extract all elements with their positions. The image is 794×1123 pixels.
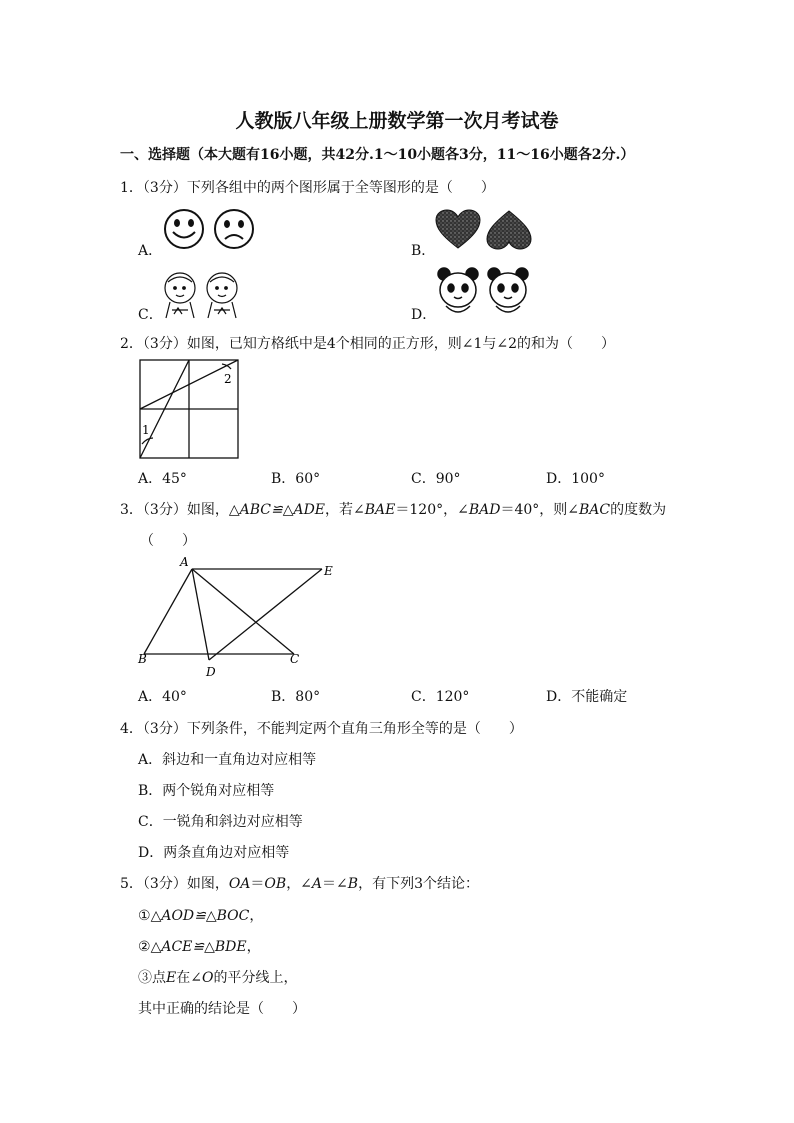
- cartoon-child-right-icon: [207, 273, 237, 318]
- panda-left-icon: [438, 268, 478, 312]
- q2-option-b: B．60°: [271, 471, 321, 487]
- question-1-stem: 1．（3分）下列各组中的两个图形属于全等图形的是（ ）: [120, 180, 495, 196]
- q4-option-b: B．两个锐角对应相等: [138, 783, 275, 799]
- q3-point-D: D: [206, 665, 216, 679]
- page-title: 人教版八年级上册数学第一次月考试卷: [235, 110, 559, 132]
- q1-option-b-figure: [434, 208, 534, 252]
- q1-option-a-figure: [162, 206, 258, 252]
- frowning-face-icon: [215, 210, 253, 248]
- inverted-heart-icon: [487, 211, 531, 249]
- q5-question-ask: 其中正确的结论是（ ）: [138, 1001, 306, 1017]
- q2-angle-2-label: 2: [224, 372, 232, 386]
- q3-option-c: C．120°: [411, 689, 470, 705]
- q3-point-A: A: [180, 555, 189, 569]
- q5-conclusion-1: ①△AOD≌△BOC，: [138, 908, 264, 924]
- q3-option-b: B．80°: [271, 689, 321, 705]
- question-4-stem: 4．（3分）下列条件，不能判定两个直角三角形全等的是（ ）: [120, 721, 523, 737]
- q3-option-a: A．40°: [138, 689, 187, 705]
- q3-option-d: D．不能确定: [546, 689, 628, 705]
- q3-point-B: B: [138, 652, 147, 666]
- q2-option-a: A．45°: [138, 471, 187, 487]
- cartoon-child-left-icon: [165, 273, 195, 318]
- q3-triangles-figure: [134, 552, 340, 680]
- smiling-face-icon: [165, 210, 203, 248]
- q5-conclusion-2: ②△ACE≌△BDE，: [138, 939, 261, 955]
- q1-option-c-label: C．: [138, 307, 163, 323]
- question-3-stem-line2: （ ）: [140, 533, 196, 549]
- section-heading-choice: 一、选择题（本大题有16小题，共42分.1～10小题各3分，11～16小题各2分.）: [120, 147, 635, 163]
- q3-point-E: E: [324, 564, 333, 578]
- q1-option-c-figure: [160, 270, 244, 320]
- q1-option-b-label: B．: [411, 243, 436, 259]
- q1-option-a-label: A．: [138, 243, 163, 259]
- panda-right-icon: [488, 268, 528, 312]
- q4-option-c: C．一锐角和斜边对应相等: [138, 814, 303, 830]
- q1-option-d-figure: [436, 266, 532, 318]
- q5-conclusion-3: ③点E在∠O的平分线上，: [138, 970, 298, 986]
- q4-option-a: A．斜边和一直角边对应相等: [138, 752, 317, 768]
- q2-grid-figure: [138, 358, 242, 462]
- question-2-stem: 2．（3分）如图，已知方格纸中是4个相同的正方形，则∠1与∠2的和为（ ）: [120, 336, 615, 352]
- q2-angle-1-label: 1: [142, 423, 150, 437]
- heart-icon: [436, 210, 480, 248]
- question-5-stem: 5．（3分）如图，OA＝OB，∠A＝∠B，有下列3个结论：: [120, 876, 479, 892]
- q4-option-d: D．两条直角边对应相等: [138, 845, 290, 861]
- q2-option-d: D．100°: [546, 471, 605, 487]
- question-3-stem: 3．（3分）如图，△ABC≌△ADE，若∠BAE＝120°，∠BAD＝40°，则∠BAC的度数为: [120, 502, 667, 518]
- q1-option-d-label: D．: [411, 307, 437, 323]
- q3-point-C: C: [290, 652, 300, 666]
- q2-option-c: C．90°: [411, 471, 461, 487]
